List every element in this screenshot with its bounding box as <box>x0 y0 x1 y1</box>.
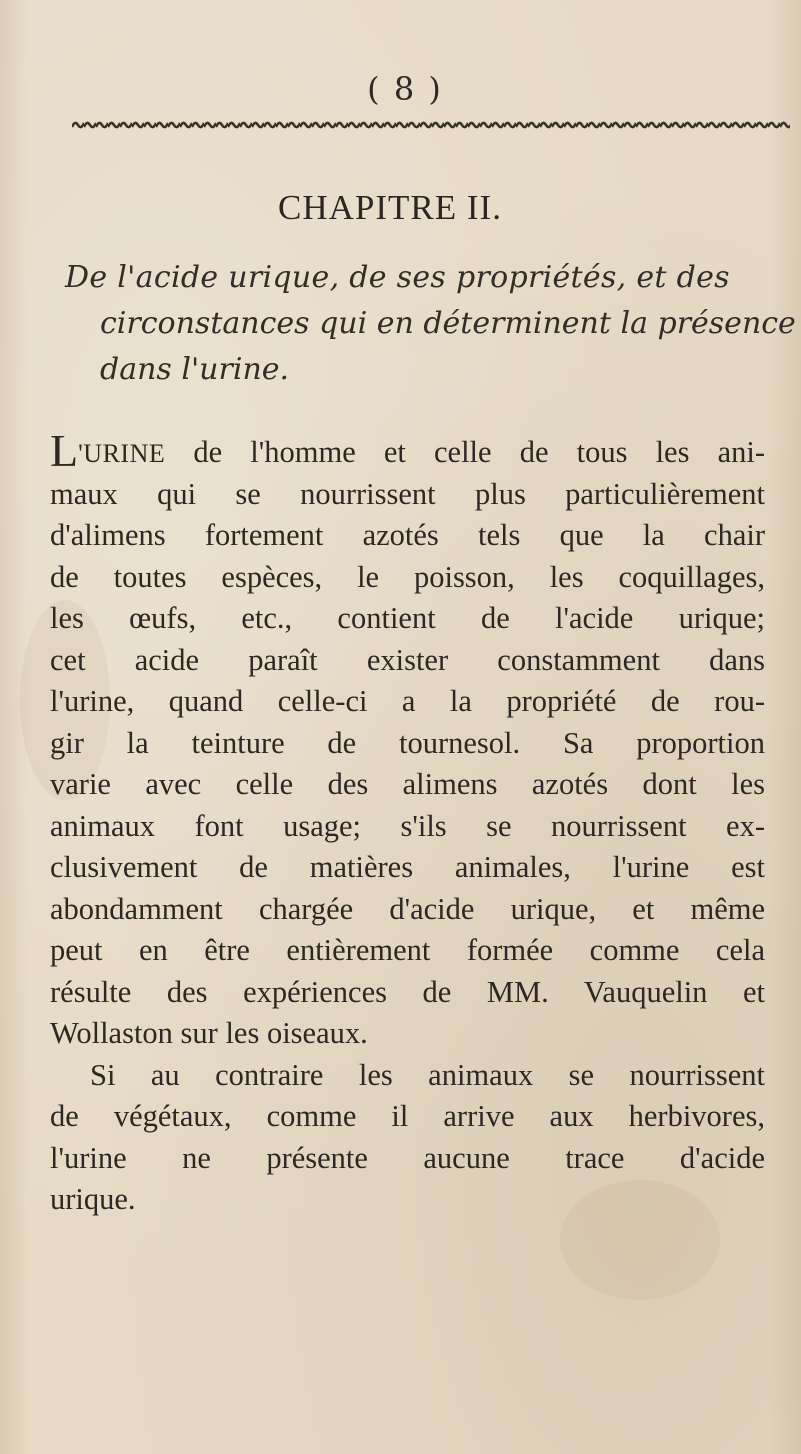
first-word: 'URINE <box>78 439 166 468</box>
paragraph-line: Si au contraire les animaux se nourrissent <box>90 1057 765 1092</box>
ornamental-rule <box>72 118 790 132</box>
paragraph-line: gir la teinture de tournesol. Sa proportion <box>50 725 765 760</box>
subtitle-line: De l'acide urique, de ses propriétés, et des <box>65 260 730 295</box>
paragraph-line: d'alimens fortement azotés tels que la chair <box>50 518 765 552</box>
paragraph-line: maux qui se nourrissent plus particulièrement <box>50 476 765 511</box>
paragraph-line: clusivement de matières animales, l'urine est <box>50 850 765 884</box>
paragraph-line: Wollaston sur les oiseaux. <box>50 1016 368 1050</box>
paragraph-line: de toutes espèces, le poisson, les coquillages, <box>50 559 765 594</box>
paragraph-line-text: de l'homme et celle de tous les ani- <box>193 435 766 469</box>
subtitle-line: circonstances qui en déterminent la présence <box>100 306 796 341</box>
subtitle-line: dans l'urine. <box>100 352 290 387</box>
chapter-title: CHAPITRE II. <box>278 188 502 227</box>
chapter-subtitle <box>50 255 796 393</box>
ornament-wave-icon <box>72 118 790 132</box>
page-number: ( 8 ) <box>367 70 443 108</box>
paragraph-line <box>50 425 766 476</box>
paragraph-line: peut en être entièrement formée comme cela <box>50 933 765 967</box>
drop-cap: L <box>50 425 79 476</box>
paragraph-line: abondamment chargée d'acide urique, et même <box>50 891 765 926</box>
paragraph-line: résulte des expériences de MM. Vauquelin et <box>50 974 765 1009</box>
paragraph-line: de végétaux, comme il arrive aux herbivores, <box>50 1099 765 1133</box>
paragraph-line: l'urine ne présente aucune trace d'acide <box>50 1140 765 1175</box>
paragraph-line: urique. <box>50 1182 136 1216</box>
paragraph-line: les œufs, etc., contient de l'acide urique; <box>50 601 765 635</box>
paragraph-line: l'urine, quand celle-ci a la propriété de rou- <box>50 684 765 718</box>
body-text <box>50 425 766 1221</box>
paragraph-line: varie avec celle des alimens azotés dont les <box>50 767 765 801</box>
paragraph-line: animaux font usage; s'ils se nourrissent ex- <box>50 808 765 843</box>
paragraph-line: cet acide paraît exister constamment dans <box>50 642 765 677</box>
